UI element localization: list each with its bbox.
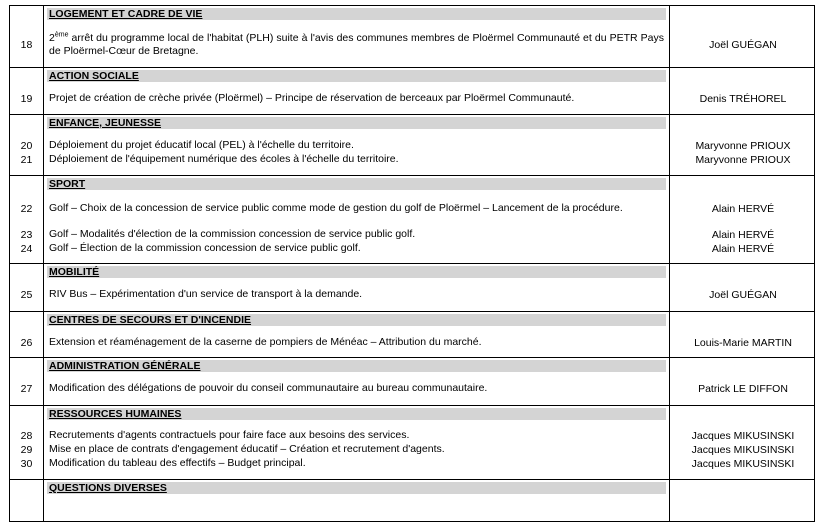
- item-description: Recrutements d'agents contractuels pour faire face aux besoins des services.: [49, 429, 410, 441]
- column-divider: [43, 480, 44, 521]
- item-description: Déploiement de l'équipement numérique des écoles à l'échelle du territoire.: [49, 153, 399, 165]
- section-header: RESSOURCES HUMAINES: [47, 408, 666, 420]
- item-number: 24: [20, 243, 33, 255]
- agenda-section: [9, 358, 815, 406]
- section-header: ENFANCE, JEUNESSE: [47, 117, 666, 129]
- column-divider: [43, 6, 44, 67]
- item-rapporteur: Maryvonne PRIOUX: [695, 140, 791, 152]
- agenda-section: [9, 68, 815, 115]
- column-divider: [43, 406, 44, 479]
- section-header: ACTION SOCIALE: [47, 70, 666, 82]
- item-description: Golf – Choix de la concession de service public comme mode de gestion du golf de Ploërmel – Lancement de la procédure.: [49, 202, 623, 214]
- agenda-section: [9, 312, 815, 358]
- section-header: QUESTIONS DIVERSES: [47, 482, 666, 494]
- item-rapporteur: Alain HERVÉ: [711, 243, 775, 255]
- column-divider: [43, 68, 44, 114]
- item-rapporteur: Denis TRÉHOREL: [699, 93, 787, 105]
- item-description: Modification du tableau des effectifs – Budget principal.: [49, 457, 306, 469]
- item-description: Golf – Élection de la commission concession de service public golf.: [49, 242, 361, 254]
- agenda-section: [9, 115, 815, 176]
- section-header: ADMINISTRATION GÉNÉRALE: [47, 360, 666, 372]
- column-divider: [669, 6, 670, 67]
- item-number: 23: [20, 229, 33, 241]
- item-description: Extension et réaménagement de la caserne de pompiers de Ménéac – Attribution du marché.: [49, 336, 482, 348]
- item-number: 18: [20, 39, 33, 51]
- agenda-section: [9, 176, 815, 264]
- agenda-table: [9, 5, 815, 522]
- item-rapporteur: Joël GUÉGAN: [709, 39, 777, 51]
- item-number: 30: [20, 458, 33, 470]
- section-header: CENTRES DE SECOURS ET D'INCENDIE: [47, 314, 666, 326]
- item-description: Golf – Modalités d'élection de la commission concession de service public golf.: [49, 228, 416, 240]
- column-divider: [43, 115, 44, 175]
- agenda-section: [9, 264, 815, 312]
- item-description: Projet de création de crèche privée (Ploërmel) – Principe de réservation de berceaux par Ploërmel Communauté.: [49, 92, 575, 104]
- item-description: Mise en place de contrats d'engagement éducatif – Création et recrutement d'agents.: [49, 443, 445, 455]
- item-description: 2ème arrêt du programme local de l'habitat (PLH) suite à l'avis des communes membres de Ploërmel Communauté et du PETR Pays de Ploërmel-Cœur de Bretagne.: [49, 31, 664, 57]
- column-divider: [43, 176, 44, 263]
- item-rapporteur: Alain HERVÉ: [711, 203, 775, 215]
- item-number: 20: [20, 140, 33, 152]
- item-rapporteur: Joël GUÉGAN: [709, 289, 777, 301]
- item-number: 22: [20, 203, 33, 215]
- item-number: 19: [20, 93, 33, 105]
- item-rapporteur: Louis-Marie MARTIN: [694, 337, 792, 349]
- item-rapporteur: Jacques MIKUSINSKI: [691, 430, 795, 442]
- column-divider: [43, 264, 44, 311]
- item-rapporteur: Maryvonne PRIOUX: [695, 154, 791, 166]
- item-rapporteur: Jacques MIKUSINSKI: [691, 458, 795, 470]
- item-description: Modification des délégations de pouvoir du conseil communautaire au bureau communautaire.: [49, 382, 488, 394]
- column-divider: [669, 68, 670, 114]
- column-divider: [669, 312, 670, 357]
- item-number: 28: [20, 430, 33, 442]
- item-description: RIV Bus – Expérimentation d'un service de transport à la demande.: [49, 288, 363, 300]
- item-number: 26: [20, 337, 33, 349]
- item-number: 25: [20, 289, 33, 301]
- section-header: LOGEMENT ET CADRE DE VIE: [47, 8, 666, 20]
- agenda-section: [9, 480, 815, 522]
- column-divider: [669, 480, 670, 521]
- section-header: MOBILITÉ: [47, 266, 666, 278]
- ordinal-superscript: ème: [54, 31, 69, 39]
- item-rapporteur: Jacques MIKUSINSKI: [691, 444, 795, 456]
- item-rapporteur: Patrick LE DIFFON: [698, 383, 788, 395]
- section-header: SPORT: [47, 178, 666, 190]
- item-description: Déploiement du projet éducatif local (PEL) à l'échelle du territoire.: [49, 139, 354, 151]
- item-number: 29: [20, 444, 33, 456]
- item-number: 21: [20, 154, 33, 166]
- column-divider: [43, 358, 44, 405]
- agenda-section: [9, 406, 815, 480]
- column-divider: [43, 312, 44, 357]
- item-rapporteur: Alain HERVÉ: [711, 229, 775, 241]
- item-number: 27: [20, 383, 33, 395]
- agenda-section: [9, 5, 815, 68]
